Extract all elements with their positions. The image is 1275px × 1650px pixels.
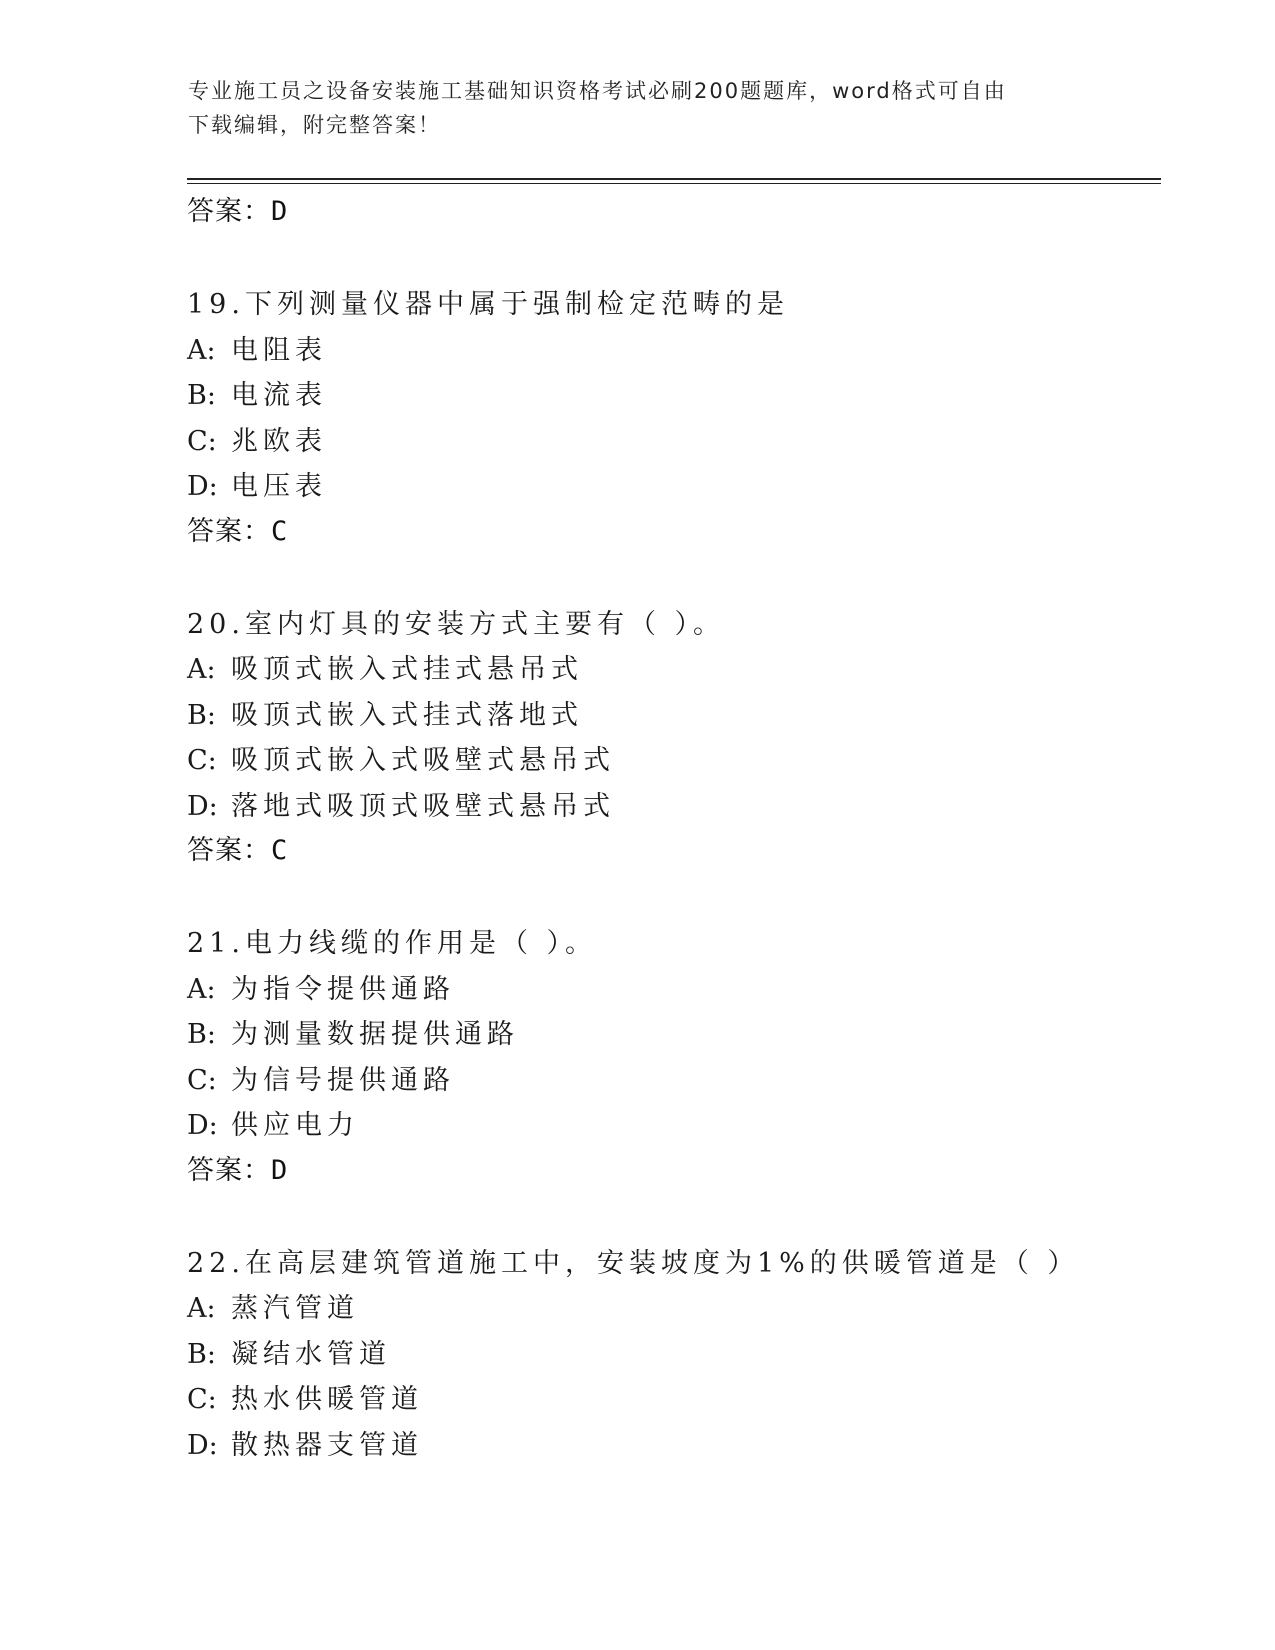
answer-label: 答案： [187, 196, 271, 227]
option-text: 供应电力 [231, 1110, 359, 1141]
question-title: 22.在高层建筑管道施工中，安装坡度为1%的供暖管道是（ ） [187, 1247, 1080, 1279]
option-b [187, 1332, 1167, 1378]
question-title: 19.下列测量仪器中属于强制检定范畴的是 [187, 289, 789, 320]
option-text: 电阻表 [231, 334, 327, 366]
option-d [187, 1423, 1167, 1469]
previous-answer [187, 190, 1167, 234]
option-text: 吸顶式嵌入式挂式悬吊式 [231, 654, 583, 685]
option-letter: A: [187, 334, 216, 366]
question-block [187, 921, 1167, 1193]
option-c [187, 419, 1167, 465]
option-a [187, 328, 1167, 374]
option-letter: B: [187, 380, 216, 411]
question-block [187, 282, 1167, 554]
question-title: 21.电力线缆的作用是（ ）。 [187, 928, 598, 959]
answer-value: D [271, 196, 289, 227]
option-text: 为测量数据提供通路 [231, 1019, 519, 1050]
header-line-1: 专业施工员之设备安装施工基础知识资格考试必刷200题题库，word格式可自由 [188, 79, 1007, 103]
option-c [187, 738, 1167, 784]
answer-value: C [271, 515, 289, 547]
option-letter: D: [187, 1110, 218, 1141]
option-text: 吸顶式嵌入式吸壁式悬吊式 [231, 745, 615, 776]
header-divider-thin [187, 183, 1161, 184]
question-answer [187, 1149, 1167, 1193]
option-text: 落地式吸顶式吸壁式悬吊式 [231, 790, 615, 822]
spacer [187, 554, 1167, 602]
option-letter: A: [187, 654, 216, 685]
option-letter: D: [187, 790, 218, 822]
option-c [187, 1377, 1167, 1423]
option-text: 凝结水管道 [231, 1338, 391, 1370]
answer-value: D [271, 1154, 289, 1186]
header-line-2: 下载编辑，附完整答案！ [188, 113, 441, 137]
option-letter: A: [187, 973, 216, 1005]
spacer [187, 234, 1167, 282]
answer-label: 答案： [187, 835, 271, 866]
document-body [187, 190, 1167, 1468]
question-title: 20.室内灯具的安装方式主要有（ ）。 [187, 608, 726, 640]
option-text: 散热器支管道 [231, 1429, 423, 1461]
option-letter: B: [187, 699, 216, 731]
option-text: 为信号提供通路 [231, 1064, 455, 1096]
spacer [187, 1193, 1167, 1241]
option-text: 吸顶式嵌入式挂式落地式 [231, 699, 583, 731]
option-letter: C: [187, 425, 217, 457]
option-letter: D: [187, 1429, 218, 1461]
option-text: 为指令提供通路 [231, 973, 455, 1005]
option-a [187, 647, 1167, 693]
option-d [187, 1103, 1167, 1149]
header-divider-thick [187, 178, 1161, 180]
question-answer [187, 510, 1167, 554]
option-letter: C: [187, 1064, 217, 1096]
question-block [187, 602, 1167, 874]
option-a [187, 967, 1167, 1013]
option-letter: D: [187, 471, 218, 502]
option-letter: C: [187, 745, 217, 776]
answer-label: 答案： [187, 1154, 271, 1186]
option-text: 电压表 [231, 471, 327, 502]
option-c [187, 1058, 1167, 1104]
option-letter: B: [187, 1338, 216, 1370]
option-a [187, 1286, 1167, 1332]
answer-value: C [271, 835, 289, 866]
question-answer [187, 829, 1167, 873]
spacer [187, 873, 1167, 921]
option-letter: C: [187, 1384, 217, 1415]
option-d [187, 464, 1167, 510]
question-block [187, 1241, 1167, 1469]
option-letter: A: [187, 1293, 216, 1324]
option-b [187, 1012, 1167, 1058]
option-text: 热水供暖管道 [231, 1384, 423, 1415]
option-b [187, 693, 1167, 739]
option-b [187, 373, 1167, 419]
option-letter: B: [187, 1019, 216, 1050]
option-d [187, 784, 1167, 830]
option-text: 兆欧表 [231, 425, 327, 457]
document-header [188, 74, 1068, 142]
answer-label: 答案： [187, 515, 271, 547]
option-text: 电流表 [231, 380, 327, 411]
option-text: 蒸汽管道 [231, 1293, 359, 1324]
